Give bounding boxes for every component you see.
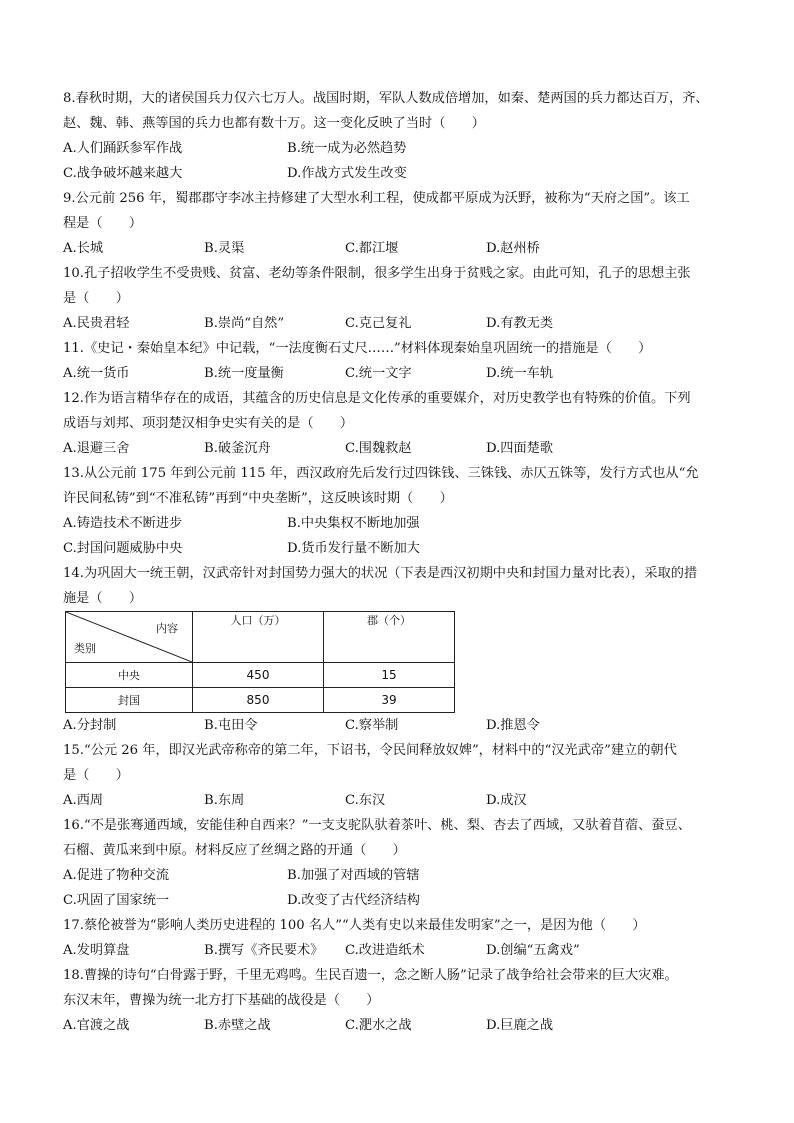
options-row — [63, 888, 743, 913]
table-row — [66, 688, 455, 713]
option-c: C.都江堰 — [345, 241, 399, 256]
question-stem: 成语与刘邦、项羽楚汉相争史实有关的是（ ） — [63, 416, 354, 431]
option-c: C.统一文字 — [345, 366, 412, 381]
option-b: B.灵渠 — [204, 241, 245, 256]
options-row — [63, 938, 743, 963]
options-row — [63, 361, 743, 386]
question-15 — [63, 738, 743, 813]
options-row — [63, 863, 743, 888]
table-cell: 850 — [193, 688, 324, 713]
question-stem: 石榴、黄瓜来到中原。材料反应了丝绸之路的开通（ ） — [63, 843, 406, 858]
question-14 — [63, 561, 743, 738]
corner-label-category: 类别 — [74, 642, 96, 655]
question-stem: 9.公元前 256 年，蜀郡郡守李冰主持修建了大型水利工程，使成都平原成为沃野，被称为“天府之国”。该工 — [63, 191, 690, 206]
option-d: D.货币发行量不断加大 — [287, 541, 420, 556]
question-stem: 16.“不是张骞通西域，安能佳种自西来？”一支支驼队驮着茶叶、桃、梨、杏去了西域，又驮着苜蓿、蚕豆、 — [63, 818, 691, 833]
question-13 — [63, 461, 743, 561]
table-header-row — [66, 612, 455, 663]
corner-label-content: 内容 — [156, 622, 178, 635]
option-d: D.成汉 — [486, 793, 527, 808]
option-d: D.创编“五禽戏” — [486, 943, 580, 958]
question-stem: 是（ ） — [63, 291, 129, 306]
option-d: D.有教无类 — [486, 316, 554, 331]
question-11 — [63, 336, 743, 386]
option-c: C.改进造纸术 — [345, 943, 425, 958]
question-8 — [63, 86, 743, 186]
option-a: A.铸造技术不断进步 — [63, 516, 183, 531]
options-row — [63, 161, 743, 186]
row-label: 中央 — [66, 663, 193, 688]
table-corner-cell — [66, 612, 193, 663]
table-header-cell: 郡（个） — [324, 612, 455, 663]
row-label: 封国 — [66, 688, 193, 713]
options-row — [63, 236, 743, 261]
option-a: A.分封制 — [63, 718, 117, 733]
exam-page — [63, 86, 743, 1038]
option-c: C.察举制 — [345, 718, 399, 733]
option-d: D.赵州桥 — [486, 241, 540, 256]
option-d: D.统一车轨 — [486, 366, 554, 381]
option-a: A.民贵君轻 — [63, 316, 130, 331]
question-stem: 施是（ ） — [63, 591, 143, 606]
option-a: A.促进了物种交流 — [63, 868, 170, 883]
option-b: B.破釜沉舟 — [204, 441, 271, 456]
options-row — [63, 788, 743, 813]
options-row — [63, 136, 743, 161]
question-stem: 10.孔子招收学生不受贵贱、贫富、老幼等条件限制，很多学生出身于贫贱之家。由此可知，孔子的思想主张 — [63, 266, 691, 281]
table-cell: 39 — [324, 688, 455, 713]
option-a: A.长城 — [63, 241, 104, 256]
option-d: D.推恩令 — [486, 718, 540, 733]
option-a: A.西周 — [63, 793, 104, 808]
option-a: A.人们踊跃参军作战 — [63, 141, 183, 156]
question-stem: 12.作为语言精华存在的成语，其蕴含的历史信息是文化传承的重要媒介，对历史教学也有特殊的价值。下列 — [63, 391, 691, 406]
option-d: D.巨鹿之战 — [486, 1018, 554, 1033]
question-18 — [63, 963, 743, 1038]
table-header-cell: 人口（万） — [193, 612, 324, 663]
table-row — [66, 663, 455, 688]
question-10 — [63, 261, 743, 336]
question-stem: 14.为巩固大一统王朝，汉武帝针对封国势力强大的状况（下表是西汉初期中央和封国力量对比表），采取的措 — [63, 566, 698, 581]
options-row — [63, 536, 743, 561]
option-c: C.淝水之战 — [345, 1018, 412, 1033]
option-a: A.发明算盘 — [63, 943, 130, 958]
option-b: B.撰写《齐民要术》 — [204, 943, 324, 958]
option-b: B.统一成为必然趋势 — [287, 141, 407, 156]
question-stem: 程是（ ） — [63, 216, 143, 231]
option-b: B.中央集权不断地加强 — [287, 516, 420, 531]
option-c: C.封国问题威胁中央 — [63, 541, 183, 556]
option-d: D.四面楚歌 — [486, 441, 554, 456]
option-b: B.东周 — [204, 793, 245, 808]
option-c: C.巩固了国家统一 — [63, 893, 170, 908]
question-16 — [63, 813, 743, 913]
options-row — [63, 1013, 743, 1038]
question-stem: 许民间私铸”到“不准私铸”再到“中央垄断”，这反映该时期（ ） — [63, 491, 453, 506]
question-9 — [63, 186, 743, 261]
option-b: B.崇尚“自然” — [204, 316, 285, 331]
question-stem: 15.“公元 26 年，即汉光武帝称帝的第二年，下诏书，令民间释放奴婢”，材料中的“汉光武帝”建立的朝代 — [63, 743, 677, 758]
options-row — [63, 511, 743, 536]
option-a: A.统一货币 — [63, 366, 130, 381]
option-b: B.加强了对西域的管辖 — [287, 868, 420, 883]
option-c: C.克己复礼 — [345, 316, 412, 331]
option-d: D.改变了古代经济结构 — [287, 893, 420, 908]
question-12 — [63, 386, 743, 461]
question-stem: 赵、魏、韩、燕等国的兵力也都有数十万。这一变化反映了当时（ ） — [63, 116, 485, 131]
question-stem: 13.从公元前 175 年到公元前 115 年，西汉政府先后发行过四铢钱、三铢钱、赤仄五铢等，发行方式也从“允 — [63, 466, 699, 481]
question-stem: 东汉末年，曹操为统一北方打下基础的战役是（ ） — [63, 993, 380, 1008]
table-cell: 450 — [193, 663, 324, 688]
options-row — [63, 311, 743, 336]
option-c: C.围魏救赵 — [345, 441, 412, 456]
options-row — [63, 713, 743, 738]
option-b: B.统一度量衡 — [204, 366, 284, 381]
option-c: C.战争破坏越来越大 — [63, 166, 183, 181]
options-row — [63, 436, 743, 461]
question-stem: 是（ ） — [63, 768, 129, 783]
option-c: C.东汉 — [345, 793, 386, 808]
comparison-table — [65, 611, 455, 713]
question-17 — [63, 913, 743, 963]
option-a: A.官渡之战 — [63, 1018, 130, 1033]
option-b: B.赤壁之战 — [204, 1018, 271, 1033]
option-a: A.退避三舍 — [63, 441, 130, 456]
question-stem: 18.曹操的诗句“白骨露于野，千里无鸡鸣。生民百遗一，念之断人肠”记录了战争给社会带来的巨大灾难。 — [63, 968, 678, 983]
question-stem: 8.春秋时期，大的诸侯国兵力仅六七万人。战国时期，军队人数成倍增加，如秦、楚两国的兵力都达百万，齐、 — [63, 91, 709, 106]
table-cell: 15 — [324, 663, 455, 688]
question-stem: 11.《史记・秦始皇本纪》中记载，“一法度衡石丈尺……”材料体现秦始皇巩固统一的措施是（ ） — [63, 341, 652, 356]
question-stem: 17.蔡伦被誉为“影响人类历史进程的 100 名人”“人类有史以来最佳发明家”之一，是因为他（ ） — [63, 918, 646, 933]
option-d: D.作战方式发生改变 — [287, 166, 407, 181]
option-b: B.屯田令 — [204, 718, 258, 733]
